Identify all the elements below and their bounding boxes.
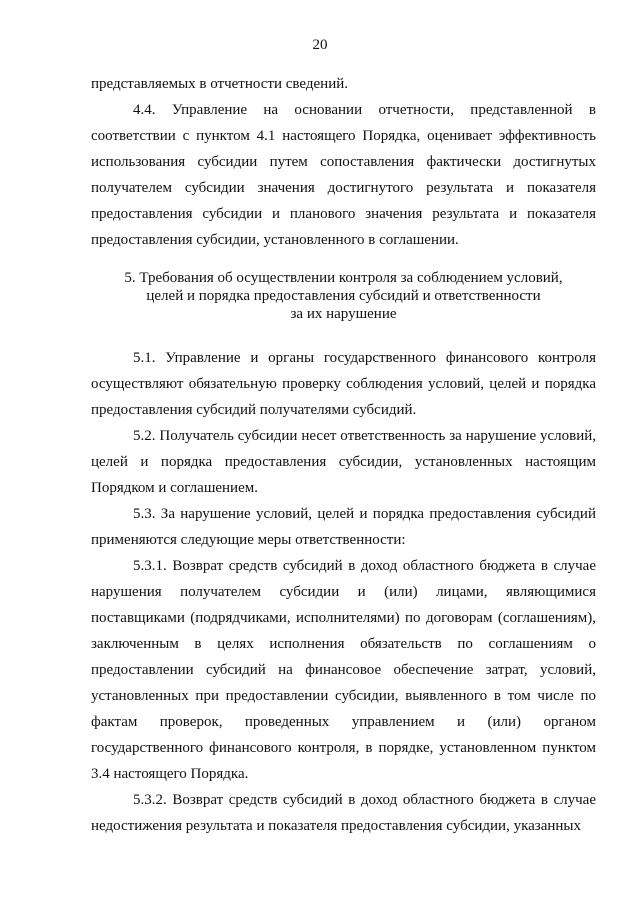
paragraph-4-4: 4.4. Управление на основании отчетности, представленной в соответствии с пунктом 4.1 настоящего Порядка, оценивает эффективность использования субсидии путем сопоставления фактически достигнутых получателем субсидии значения достигнутого результата и показателя предоставления субсидии и планового значения результата и показателя предоставления субсидии, установленного в соглашении. <box>91 102 596 248</box>
section-heading-line-1: 5. Требования об осуществлении контроля за соблюдением условий, <box>124 270 563 286</box>
document-body <box>91 71 596 839</box>
paragraph-5-3-1: 5.3.1. Возврат средств субсидий в доход областного бюджета в случае нарушения получателем субсидии и (или) лицами, являющимися поставщиками (подрядчиками, исполнителями) по договорам (соглашениям), заключенным в целях исполнения обязательств по соглашениям о предоставлении субсидий на финансовое обеспечение затрат, условий, установленных при предоставлении субсидии, выявленного в том числе по фактам проверок, проведенных управлением и (или) органом государственного финансового контроля, в порядке, установленном пунктом 3.4 настоящего Порядка. <box>91 558 596 782</box>
section-5-heading <box>91 269 596 323</box>
page-number: 20 <box>312 37 328 53</box>
paragraph-5-2: 5.2. Получатель субсидии несет ответственность за нарушение условий, целей и порядка предоставления субсидии, установленных настоящим Порядком и соглашением. <box>91 428 596 496</box>
paragraph-5-3: 5.3. За нарушение условий, целей и порядка предоставления субсидий применяются следующие меры ответственности: <box>91 506 596 548</box>
paragraph-5-1: 5.1. Управление и органы государственного финансового контроля осуществляют обязательную проверку соблюдения условий, целей и порядка предоставления субсидий получателями субсидий. <box>91 350 596 418</box>
paragraph-5-3-2: 5.3.2. Возврат средств субсидий в доход областного бюджета в случае недостижения результата и показателя предоставления субсидии, указанных <box>91 792 596 834</box>
section-heading-line-3: за их нарушение <box>290 306 397 322</box>
paragraph-continuation: представляемых в отчетности сведений. <box>91 76 348 92</box>
section-heading-line-2: целей и порядка предоставления субсидий и ответственности <box>146 288 541 304</box>
